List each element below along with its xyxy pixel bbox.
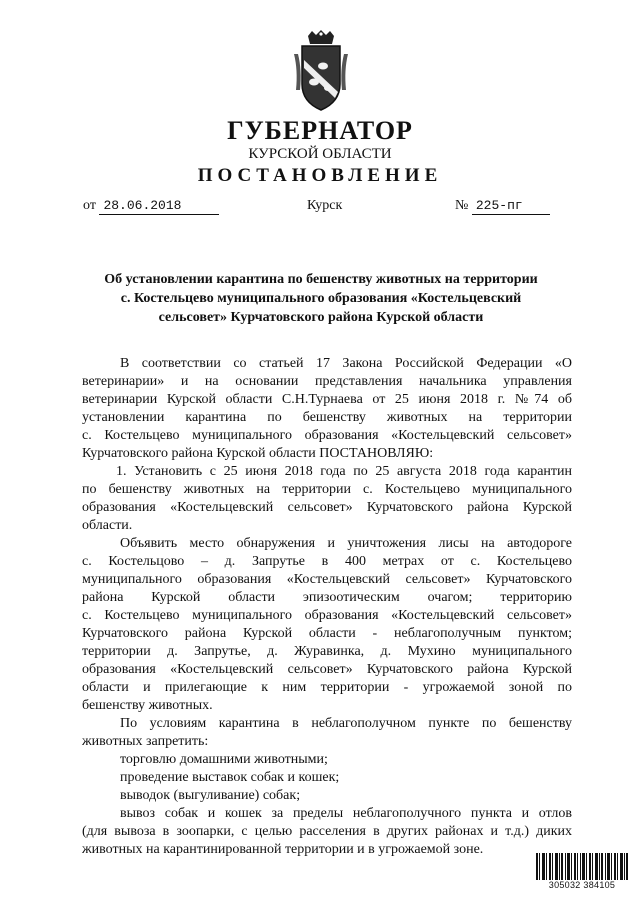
body-line: области.: [82, 518, 133, 533]
decree-number: 225-пг: [472, 198, 550, 215]
body-line: по бешенству животных на территории с. Костельцево муниципального: [82, 482, 572, 497]
body-line: установлении карантина по бешенству животных на территории: [82, 410, 572, 425]
body-line: торговлю домашними животными;: [120, 752, 328, 767]
decree-body: [82, 355, 572, 859]
body-line: образования «Костельцевский сельсовет» Курчатовского района Курской: [82, 662, 572, 677]
body-line: муниципального образования «Костельцевский сельсовет» Курчатовского: [82, 572, 572, 587]
barcode-number: 305032 384105: [534, 880, 630, 890]
body-line: 1. Установить с 25 июня 2018 года по 25 августа 2018 года карантин: [116, 464, 572, 479]
date-block: [83, 198, 219, 215]
body-line: Курчатовского района Курской области ПОСТАНОВЛЯЮ:: [82, 446, 434, 461]
body-line: выводок (выгуливание) собак;: [120, 788, 301, 803]
body-line: (для вывоза в зоопарки, с целью расселения в других районах и т.д.) диких: [82, 824, 572, 839]
body-line: с. Костельцево муниципального образования «Костельцевский сельсовет»: [82, 608, 572, 623]
governor-title: ГУБЕРНАТОР: [227, 116, 413, 145]
body-line: По условиям карантина в неблагополучном пункте по бешенству: [120, 716, 572, 731]
body-line: ветеринарии» и на основании представления начальника управления: [82, 374, 572, 389]
body-line: бешенству животных.: [82, 698, 213, 713]
body-line: области и прилегающие к ним территории - угрожаемой зоной по: [82, 680, 572, 695]
body-line: образования «Костельцевский сельсовет» Курчатовского района Курской: [82, 500, 572, 515]
body-line: В соответствии со статьей 17 Закона Российской Федерации «О: [120, 356, 572, 371]
body-line: территории д. Запрутье, д. Журавинка, д. Мухино муниципального: [82, 644, 572, 659]
body-line: животных на карантинированной территории и в угрожаемой зоне.: [82, 842, 484, 857]
body-line: с. Костельцево муниципального образования «Костельцевский сельсовет»: [82, 428, 572, 443]
body-line: района Курской области эпизоотическим очагом; территорию: [82, 590, 572, 605]
body-line: с. Костельцово – д. Запрутье в 400 метрах от с. Костельцево: [82, 554, 572, 569]
decree-title: ПОСТАНОВЛЕНИЕ: [197, 165, 443, 186]
body-line: Объявить место обнаружения и уничтожения лисы на автодороге: [120, 536, 572, 551]
decree-city: Курск: [307, 198, 343, 213]
body-line: вывоз собак и кошек за пределы неблагополучного пункта и отлов: [120, 806, 572, 821]
heading-line: с. Костельцево муниципального образования «Костельцевский: [120, 291, 522, 306]
body-line: проведение выставок собак и кошек;: [120, 770, 340, 785]
body-line: Курчатовского района Курской области - неблагополучным пунктом;: [82, 626, 572, 641]
body-line: животных запретить:: [82, 734, 209, 749]
number-prefix: №: [455, 198, 469, 213]
heading-line: Об установлении карантина по бешенству животных на территории: [104, 272, 538, 287]
heading-line: сельсовет» Курчатовского района Курской области: [158, 310, 484, 325]
date-prefix: от: [83, 198, 96, 213]
number-block: [455, 198, 550, 215]
coat-of-arms-kursk-icon: [290, 30, 352, 114]
decree-date: 28.06.2018: [99, 198, 219, 215]
body-line: ветеринарии Курской области С.Н.Турнаева от 25 июня 2018 г. №74 об: [82, 392, 572, 407]
region-name: КУРСКОЙ ОБЛАСТИ: [248, 146, 392, 162]
coat-of-arms-emblem: [290, 30, 352, 114]
decree-heading: [78, 270, 564, 327]
